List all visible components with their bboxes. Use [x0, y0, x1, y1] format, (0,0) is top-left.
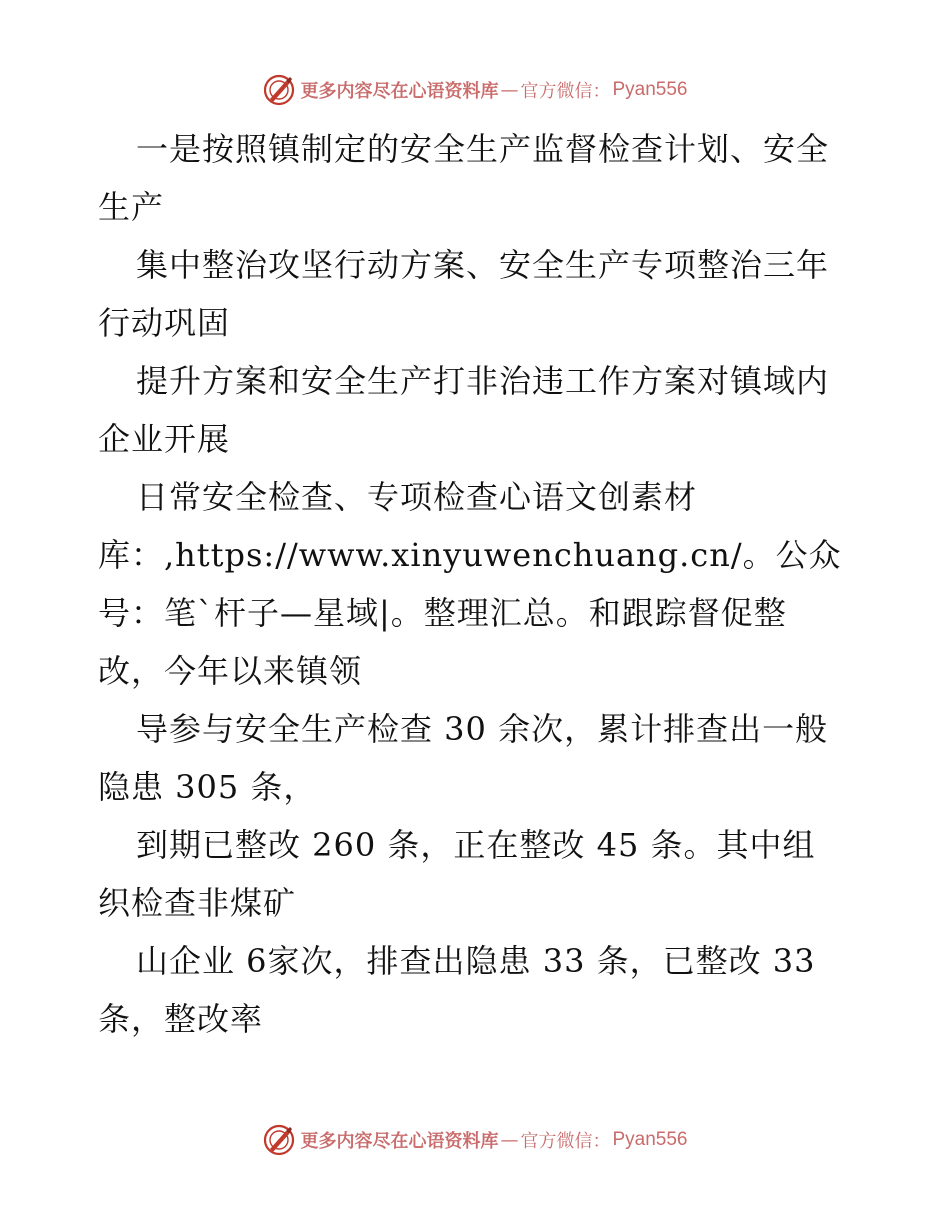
text-line: 到期已整改 260 条，正在整改 45 条。其中组 [136, 826, 816, 864]
document-body [98, 120, 858, 1048]
banner-title: 更多内容尽在心语资料库 [300, 1131, 499, 1152]
banner-title: 更多内容尽在心语资料库 [300, 81, 499, 102]
text-line: 织检查非煤矿 [98, 884, 297, 922]
text-line: 条，整改率 [98, 1000, 264, 1038]
banner-dash: — [500, 79, 519, 101]
text-line: 隐患 305 条， [98, 768, 317, 806]
text-line: 号：笔`杆子—星域|。整理汇总。和跟踪督促整 [98, 594, 787, 632]
text-line: 库：,https://www.xinyuwenchuang.cn/。公众 [98, 536, 842, 574]
text-line: 改，今年以来镇领 [98, 652, 363, 690]
header-banner [0, 70, 950, 110]
text-line: 提升方案和安全生产打非治违工作方案对镇域内 [136, 362, 830, 400]
text-line: 生产 [98, 188, 165, 226]
footer-banner [0, 1120, 950, 1160]
banner-wechat-id: Pyan556 [612, 1129, 688, 1150]
logo-icon [262, 1123, 296, 1157]
banner-wechat-label: 官方微信： [520, 81, 611, 102]
banner-dash: — [500, 1129, 519, 1151]
text-line: 山企业 6家次，排查出隐患 33 条，已整改 33 [136, 942, 816, 980]
text-line: 企业开展 [98, 420, 231, 458]
text-line: 集中整治攻坚行动方案、安全生产专项整治三年 [136, 246, 830, 284]
banner-wechat-id: Pyan556 [612, 79, 688, 100]
banner-wechat-label: 官方微信： [520, 1131, 611, 1152]
text-line: 日常安全检查、专项检查心语文创素材 [136, 478, 698, 516]
text-line: 一是按照镇制定的安全生产监督检查计划、安全 [136, 130, 830, 168]
logo-icon [262, 73, 296, 107]
text-line: 行动巩固 [98, 304, 231, 342]
text-line: 导参与安全生产检查 30 余次，累计排查出一般 [136, 710, 829, 748]
